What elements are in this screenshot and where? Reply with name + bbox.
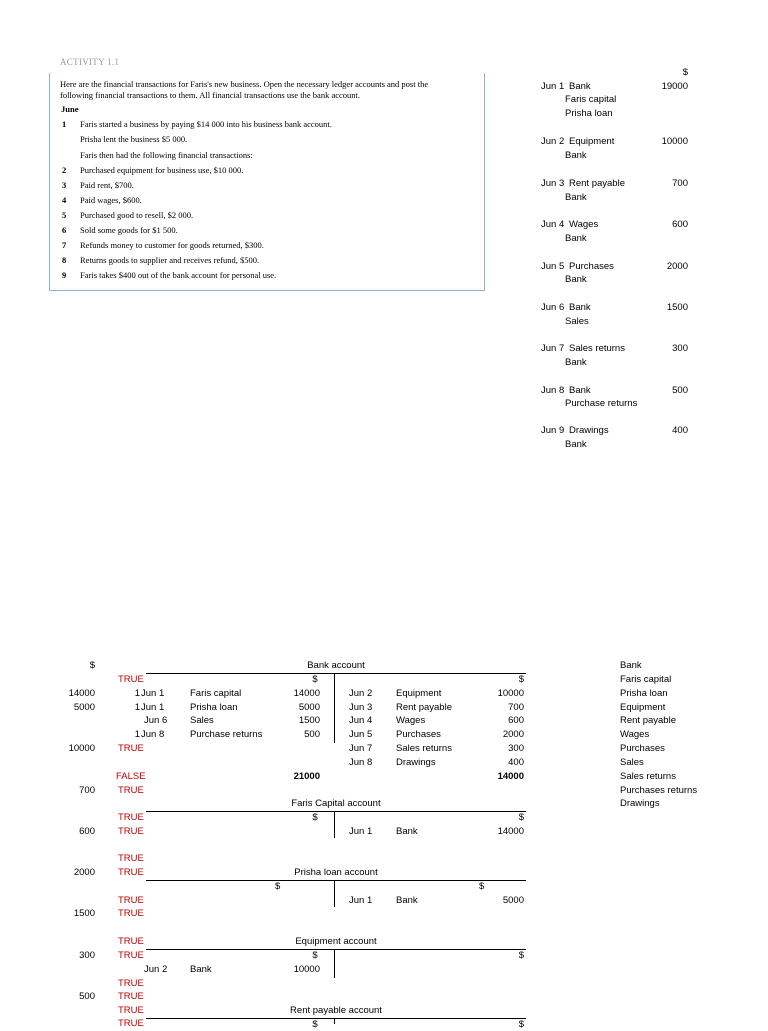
- bank-cr-amount: 2000: [502, 729, 524, 740]
- journal-amount: 300: [672, 343, 688, 354]
- check-flag: TRUE: [118, 895, 144, 906]
- equipment-dr-amount: 10000: [293, 964, 320, 975]
- faris-capital-cr-desc: Bank: [396, 826, 418, 837]
- activity-item-num: 3: [62, 180, 67, 190]
- journal-date: Jun 1: [541, 81, 565, 92]
- account-list-item: Bank: [620, 660, 642, 671]
- bank-dr-date: Jun 1: [141, 688, 165, 699]
- journal-credit: Purchase returns: [565, 398, 638, 409]
- bank-dr-currency: $: [312, 674, 318, 685]
- rent-payable-divider: [334, 1019, 335, 1024]
- rent-payable-rule: [146, 1018, 526, 1019]
- equipment-title: Equipment account: [295, 936, 377, 947]
- bank-cr-date: Jun 5: [349, 729, 373, 740]
- rent-payable-dr-currency: $: [312, 1019, 318, 1030]
- check-flag: TRUE: [118, 853, 144, 864]
- left-column-value: 1500: [73, 908, 95, 919]
- journal-debit: Equipment: [569, 136, 615, 147]
- bank-dr-amount: 14000: [293, 688, 320, 699]
- activity-item-text: Faris started a business by paying $14 000 into his business bank account.: [80, 119, 332, 129]
- activity-item-num: 9: [62, 270, 67, 280]
- journal-amount: 400: [672, 425, 688, 436]
- faris-capital-dr-currency: $: [312, 812, 318, 823]
- activity-item-text: Purchased equipment for business use, $10 000.: [80, 165, 244, 175]
- account-list-item: Sales returns: [620, 771, 676, 782]
- prisha-loan-cr-date: Jun 1: [349, 895, 373, 906]
- left-column-value: 500: [79, 991, 95, 1002]
- journal-amount: 10000: [661, 136, 688, 147]
- journal-amount: 600: [672, 219, 688, 230]
- activity-item-num: 4: [62, 195, 67, 205]
- equipment-rule: [146, 949, 526, 950]
- journal-amount: 500: [672, 385, 688, 396]
- left-column-value: 600: [79, 826, 95, 837]
- bank-cr-desc: Sales returns: [396, 743, 452, 754]
- activity-item-text: Faris takes $400 out of the bank account for personal use.: [80, 270, 277, 280]
- journal-date: Jun 2: [541, 136, 565, 147]
- activity-item-text: Paid wages, $600.: [80, 195, 142, 205]
- account-list-item: Faris capital: [620, 674, 672, 685]
- account-list-item: Equipment: [620, 702, 666, 713]
- bank-cr-desc: Rent payable: [396, 702, 452, 713]
- journal-debit: Drawings: [569, 425, 609, 436]
- activity-month: June: [61, 104, 79, 114]
- activity-item-text: Purchased good to resell, $2 000.: [80, 210, 194, 220]
- journal-debit: Bank: [569, 385, 591, 396]
- check-flag: TRUE: [118, 908, 144, 919]
- bank-cr-currency: $: [518, 674, 524, 685]
- bank-cr-amount: 10000: [497, 688, 524, 699]
- check-flag: TRUE: [118, 812, 144, 823]
- bank-account-divider: [334, 674, 335, 743]
- activity-item-text: Prisha lent the business $5 000.: [80, 134, 188, 144]
- prisha-loan-rule: [146, 880, 526, 881]
- journal-credit: Bank: [565, 357, 587, 368]
- journal-date: Jun 8: [541, 385, 565, 396]
- prisha-loan-dr-currency: $: [275, 881, 281, 892]
- rent-payable-cr-currency: $: [518, 1019, 524, 1030]
- check-flag: TRUE: [118, 978, 144, 989]
- bank-dr-desc: Prisha loan: [190, 702, 238, 713]
- activity-intro-line-1: Here are the financial transactions for Faris's new business. Open the necessary ledger accounts and post the: [60, 79, 429, 89]
- bank-cr-amount: 600: [508, 715, 524, 726]
- journal-credit: Prisha loan: [565, 108, 613, 119]
- bank-cr-amount: 700: [508, 702, 524, 713]
- activity-item-text: Paid rent, $700.: [80, 180, 134, 190]
- journal-date: Jun 6: [541, 302, 565, 313]
- faris-capital-divider: [334, 812, 335, 838]
- journal-debit: Bank: [569, 302, 591, 313]
- prisha-loan-cr-currency: $: [479, 881, 485, 892]
- bank-dr-desc: Purchase returns: [190, 729, 263, 740]
- journal-debit: Purchases: [569, 261, 614, 272]
- journal-debit: Sales returns: [569, 343, 625, 354]
- journal-credit: Sales: [565, 316, 589, 327]
- bank-cr-date: Jun 4: [349, 715, 373, 726]
- journal-debit: Rent payable: [569, 178, 625, 189]
- prisha-loan-cr-desc: Bank: [396, 895, 418, 906]
- bank-dr-seq: 1: [134, 729, 140, 740]
- equipment-dr-desc: Bank: [190, 964, 212, 975]
- bank-dr-desc: Sales: [190, 715, 214, 726]
- account-list-item: Wages: [620, 729, 650, 740]
- journal-amount: 19000: [661, 81, 688, 92]
- account-list-item: Drawings: [620, 798, 660, 809]
- check-flag: TRUE: [118, 936, 144, 947]
- bank-dr-seq: 1: [134, 688, 140, 699]
- activity-intro-line-2: following financial transactions to them. All financial transactions use the bank account.: [60, 90, 361, 100]
- journal-amount: 1500: [666, 302, 688, 313]
- activity-item-num: 7: [62, 240, 67, 250]
- account-list-item: Rent payable: [620, 715, 676, 726]
- equipment-dr-date: Jun 2: [144, 964, 168, 975]
- faris-capital-title: Faris Capital account: [291, 798, 381, 809]
- bank-dr-amount: 500: [304, 729, 320, 740]
- journal-date: Jun 9: [541, 425, 565, 436]
- equipment-cr-currency: $: [518, 950, 524, 961]
- journal-credit: Bank: [565, 192, 587, 203]
- activity-item-text: Refunds money to customer for goods returned, $300.: [80, 240, 264, 250]
- prisha-loan-cr-amount: 5000: [502, 895, 524, 906]
- journal-date: Jun 3: [541, 178, 565, 189]
- bank-cr-amount: 300: [508, 743, 524, 754]
- journal-credit: Faris capital: [565, 94, 617, 105]
- bank-dr-seq: 1: [134, 702, 140, 713]
- check-flag: TRUE: [118, 674, 144, 685]
- activity-item-num: 2: [62, 165, 67, 175]
- bank-cr-desc: Equipment: [396, 688, 442, 699]
- activity-title: ACTIVITY 1.1: [60, 57, 120, 67]
- bank-cr-date: Jun 3: [349, 702, 373, 713]
- check-flag: TRUE: [118, 950, 144, 961]
- check-flag: TRUE: [118, 867, 144, 878]
- prisha-loan-title: Prisha loan account: [294, 867, 378, 878]
- journal-date: Jun 5: [541, 261, 565, 272]
- faris-capital-cr-date: Jun 1: [349, 826, 373, 837]
- bank-dr-date: Jun 1: [141, 702, 165, 713]
- faris-capital-rule: [146, 811, 526, 812]
- check-flag: TRUE: [118, 785, 144, 796]
- journal-credit: Bank: [565, 274, 587, 285]
- bank-cr-desc: Wages: [396, 715, 426, 726]
- bank-dr-amount: 5000: [298, 702, 320, 713]
- bank-dr-date: Jun 8: [141, 729, 165, 740]
- bank-cr-date: Jun 2: [349, 688, 373, 699]
- journal-credit: Bank: [565, 439, 587, 450]
- activity-item-num: 8: [62, 255, 67, 265]
- check-flag: TRUE: [118, 991, 144, 1002]
- equipment-dr-currency: $: [312, 950, 318, 961]
- check-flag: TRUE: [118, 743, 144, 754]
- journal-currency: $: [682, 67, 688, 78]
- activity-item-text: Returns goods to supplier and receives refund, $500.: [80, 255, 260, 265]
- faris-capital-cr-amount: 14000: [497, 826, 524, 837]
- check-flag: FALSE: [116, 771, 146, 782]
- bank-cr-desc: Drawings: [396, 757, 436, 768]
- journal-date: Jun 7: [541, 343, 565, 354]
- activity-item-text: Sold some goods for $1 500.: [80, 225, 178, 235]
- bank-cr-amount: 400: [508, 757, 524, 768]
- left-column-value: 300: [79, 950, 95, 961]
- journal-credit: Bank: [565, 233, 587, 244]
- journal-date: Jun 4: [541, 219, 565, 230]
- bank-cr-date: Jun 7: [349, 743, 373, 754]
- equipment-divider: [334, 950, 335, 978]
- activity-item-text: Faris then had the following financial transactions:: [80, 150, 253, 160]
- left-column-value: 5000: [73, 702, 95, 713]
- account-list-item: Purchases returns: [620, 785, 698, 796]
- journal-debit: Wages: [569, 219, 599, 230]
- left-column-value: 2000: [73, 867, 95, 878]
- bank-account-title: Bank account: [307, 660, 365, 671]
- activity-item-num: 6: [62, 225, 67, 235]
- journal-credit: Bank: [565, 150, 587, 161]
- bank-dr-total: 21000: [293, 771, 320, 782]
- left-column-value: 700: [79, 785, 95, 796]
- account-list-item: Sales: [620, 757, 644, 768]
- prisha-loan-divider: [334, 881, 335, 907]
- bank-dr-date: Jun 6: [144, 715, 168, 726]
- journal-amount: 700: [672, 178, 688, 189]
- faris-capital-cr-currency: $: [518, 812, 524, 823]
- check-flag: TRUE: [118, 1005, 144, 1016]
- account-list-item: Purchases: [620, 743, 665, 754]
- journal-amount: 2000: [666, 261, 688, 272]
- bank-cr-total: 14000: [497, 771, 524, 782]
- left-column-value: 10000: [68, 743, 95, 754]
- left-column-value: 14000: [68, 688, 95, 699]
- rent-payable-title: Rent payable account: [290, 1005, 382, 1016]
- bank-account-rule: [146, 673, 526, 674]
- left-column-header: $: [89, 660, 95, 671]
- bank-dr-desc: Faris capital: [190, 688, 242, 699]
- check-flag: TRUE: [118, 1018, 144, 1029]
- journal-debit: Bank: [569, 81, 591, 92]
- activity-item-num: 1: [62, 119, 67, 129]
- bank-dr-amount: 1500: [298, 715, 320, 726]
- account-list-item: Prisha loan: [620, 688, 668, 699]
- bank-cr-date: Jun 8: [349, 757, 373, 768]
- activity-item-num: 5: [62, 210, 67, 220]
- bank-cr-desc: Purchases: [396, 729, 441, 740]
- check-flag: TRUE: [118, 826, 144, 837]
